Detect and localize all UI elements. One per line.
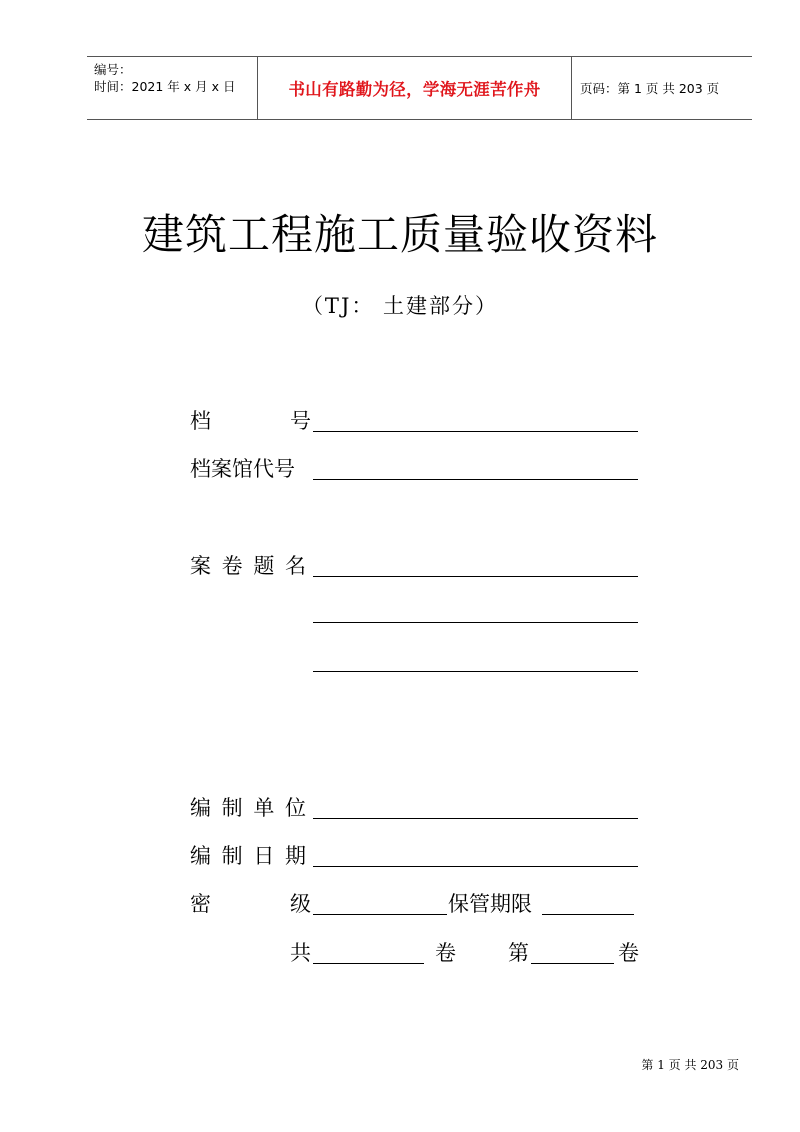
document-subtitle: （TJ： 土建部分）	[301, 294, 499, 318]
secret-label-1: 密	[190, 892, 211, 916]
retention-field[interactable]	[542, 914, 634, 915]
compile-date-row	[190, 840, 640, 870]
secret-level-field[interactable]	[313, 914, 447, 915]
total-volumes-field[interactable]	[313, 963, 424, 964]
volume-title-label: 案 卷 题 名	[190, 554, 309, 578]
compile-date-label: 编 制 日 期	[190, 844, 309, 868]
archive-number-label-2: 号	[290, 409, 311, 433]
volume-count-row	[190, 937, 640, 967]
archive-number-field[interactable]	[313, 431, 638, 432]
compiler-field[interactable]	[313, 818, 638, 819]
header-center-cell	[257, 57, 572, 119]
archive-code-row	[190, 453, 640, 483]
volume-label-1: 卷	[435, 941, 456, 965]
volume-number-field[interactable]	[531, 963, 614, 964]
retention-label: 保管期限	[448, 892, 532, 916]
compiler-label: 编 制 单 位	[190, 796, 309, 820]
volume-title-row	[190, 550, 640, 580]
page-footer: 第 1 页 共 203 页	[641, 1058, 739, 1072]
slogan: 书山有路勤为径，学海无涯苦作舟	[288, 80, 541, 99]
volume-label-2: 卷	[618, 941, 639, 965]
secret-row	[190, 888, 640, 918]
header-left-cell	[87, 57, 257, 119]
compiler-row	[190, 792, 640, 822]
compile-date-field[interactable]	[313, 866, 638, 867]
secret-label-2: 级	[290, 892, 311, 916]
archive-number-label-1: 档	[190, 409, 211, 433]
volume-title-field-1[interactable]	[313, 576, 638, 577]
header-right-cell	[572, 57, 752, 119]
archive-code-field[interactable]	[313, 479, 638, 480]
archive-number-row	[190, 405, 640, 435]
time-label: 时间：2021 年 x 月 x 日	[94, 79, 236, 94]
number-label: 编号：	[94, 62, 132, 77]
archive-code-label: 档案馆代号	[190, 457, 295, 481]
total-label: 共	[290, 941, 311, 965]
page-info: 页码：第 1 页 共 203 页	[580, 81, 720, 96]
volume-title-field-2[interactable]	[313, 622, 638, 623]
document-title: 建筑工程施工质量验收资料	[141, 210, 658, 259]
volume-title-field-3[interactable]	[313, 671, 638, 672]
header-table	[87, 56, 752, 120]
number-label-2: 第	[508, 941, 529, 965]
